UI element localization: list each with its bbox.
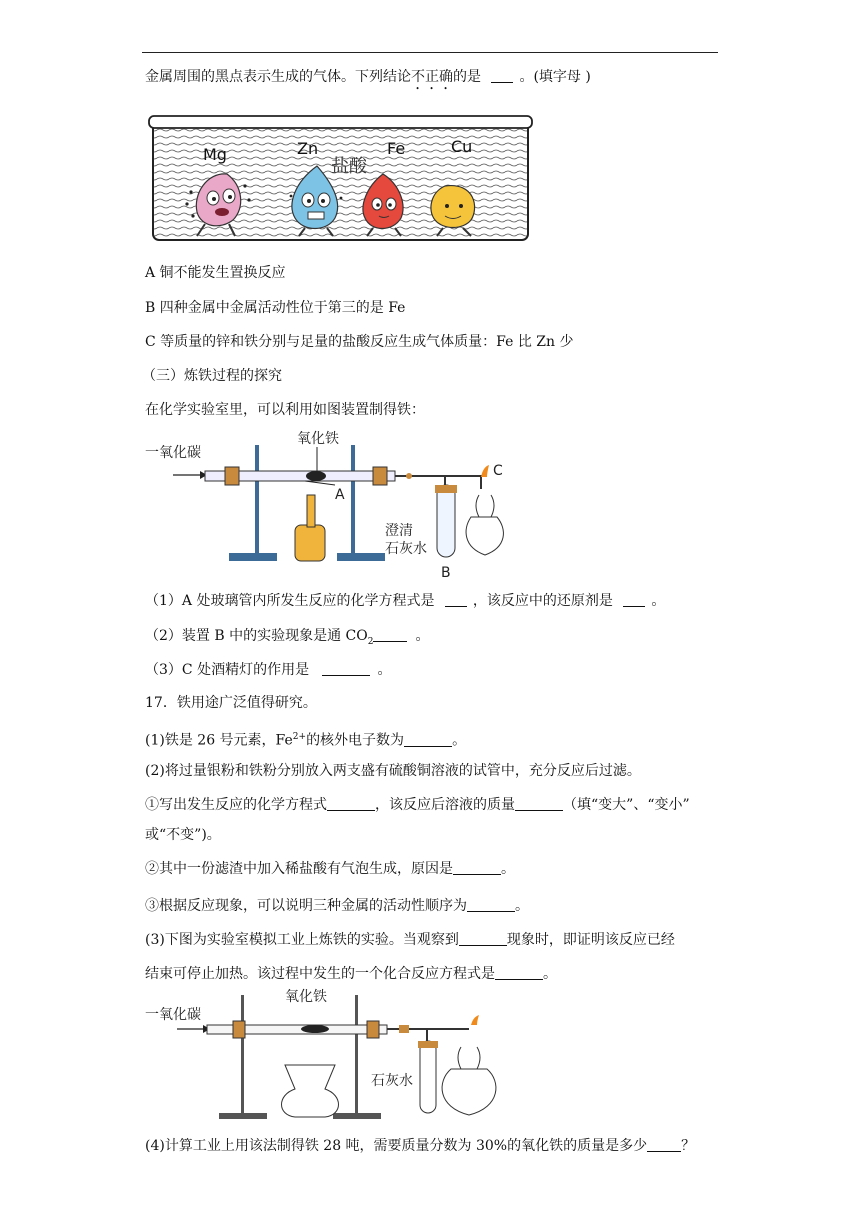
q17-title: 17．铁用途广泛值得研究。 bbox=[145, 695, 317, 711]
q17-part2-2 bbox=[145, 860, 515, 878]
acid-label: 盐酸 bbox=[331, 156, 367, 177]
q16-part1-text-c: 。 bbox=[651, 593, 666, 609]
combination-equation-blank[interactable] bbox=[495, 965, 543, 980]
q16-part1-text: （1）A 处玻璃管内所发生反应的化学方程式是 bbox=[145, 593, 435, 609]
mg-label: Mg bbox=[203, 145, 227, 164]
q17-part3-text-b: 现象时，即证明该反应已经 bbox=[506, 932, 675, 948]
answer-blank[interactable] bbox=[491, 68, 513, 83]
q16-intro-emphasis: 不正确 bbox=[411, 69, 453, 85]
subscript-2: 2 bbox=[367, 636, 374, 647]
q17-part3-text-c: 结束可停止加热。该过程中发生的一个化合反应方程式是 bbox=[145, 966, 495, 982]
label-c: C bbox=[493, 463, 503, 479]
q16-part1-text-b: ，该反应中的还原剂是 bbox=[472, 593, 613, 609]
header-rule bbox=[142, 52, 718, 53]
q17-part3-text-d: 。 bbox=[543, 966, 557, 982]
q17-part4-text: (4)计算工业上用该法制得铁 28 吨，需要质量分数为 30%的氧化铁的质量是多少 bbox=[145, 1138, 648, 1154]
observation-blank[interactable] bbox=[459, 931, 507, 946]
q17-part2-3 bbox=[145, 897, 529, 915]
q17-part1 bbox=[145, 728, 466, 750]
q16-intro-text-c: 。(填字母 ) bbox=[519, 69, 591, 85]
lime-label-3: 石灰水 bbox=[371, 1073, 413, 1089]
cu-label: Cu bbox=[451, 137, 473, 156]
phenomenon-blank[interactable] bbox=[373, 627, 407, 642]
q17-part2-1-text-b: ，该反应后溶液的质量 bbox=[375, 797, 515, 813]
q17-part2-3-text-c: 。 bbox=[515, 898, 529, 914]
co-label-2: 一氧化碳 bbox=[145, 1007, 201, 1023]
option-a: A 铜不能发生置换反应 bbox=[145, 265, 286, 281]
lime-label-1: 澄清 bbox=[385, 523, 413, 539]
q16-part2 bbox=[145, 627, 429, 651]
q16-part1 bbox=[145, 592, 665, 610]
q17-part1-text-b: 的核外电子数为 bbox=[306, 732, 405, 749]
q17-part2-1-cont: 或“不变”)。 bbox=[145, 827, 221, 843]
order-blank[interactable] bbox=[467, 897, 515, 912]
lab-intro: 在化学实验室里，可以利用如图装置制得铁： bbox=[145, 402, 425, 418]
equation-blank-2[interactable] bbox=[327, 796, 375, 811]
beaker-rim bbox=[149, 116, 532, 128]
lamp-purpose-blank[interactable] bbox=[322, 661, 370, 676]
reductant-blank[interactable] bbox=[623, 592, 645, 607]
q17-part2-1-text-c: （填“变大”、“变小” bbox=[563, 797, 690, 813]
q16-intro bbox=[145, 68, 591, 93]
q17-part3 bbox=[145, 931, 675, 949]
q16-intro-text-b: 的是 bbox=[453, 69, 481, 85]
q16-part3-text-c: 。 bbox=[377, 662, 392, 678]
zn-label: Zn bbox=[297, 139, 319, 158]
metal-acid-figure bbox=[145, 112, 535, 247]
q17-part4 bbox=[145, 1137, 695, 1155]
q16-part3-text: （3）C 处酒精灯的作用是 bbox=[145, 662, 310, 678]
section-heading: （三）炼铁过程的探究 bbox=[142, 368, 282, 384]
q16-part2-text: （2）装置 B 中的实验现象是通 CO bbox=[145, 628, 368, 644]
iron-oxide-label: 氧化铁 bbox=[297, 431, 339, 447]
co-label: 一氧化碳 bbox=[145, 445, 201, 461]
q17-part2: (2)将过量银粉和铁粉分别放入两支盛有硫酸铜溶液的试管中，充分反应后过滤。 bbox=[145, 763, 641, 779]
fe-label: Fe bbox=[387, 139, 406, 158]
smelting-apparatus-figure-2 bbox=[145, 985, 505, 1125]
iron-oxide-label-2: 氧化铁 bbox=[285, 989, 327, 1005]
lime-label-2: 石灰水 bbox=[385, 541, 427, 557]
label-b: B bbox=[441, 565, 451, 581]
mass-blank[interactable] bbox=[515, 796, 563, 811]
reason-blank[interactable] bbox=[453, 860, 501, 875]
q17-part3-text: (3)下图为实验室模拟工业上炼铁的实验。当观察到 bbox=[145, 932, 459, 948]
q17-part4-text-c: ？ bbox=[681, 1138, 696, 1154]
q16-intro-text: 金属周围的黑点表示生成的气体。下列结论 bbox=[145, 69, 411, 85]
label-a: A bbox=[335, 487, 345, 503]
superscript-2plus: 2+ bbox=[292, 732, 307, 742]
q17-part1-text: (1)铁是 26 号元素，Fe bbox=[145, 732, 293, 749]
q17-part2-1-text: ①写出发生反应的化学方程式 bbox=[145, 797, 327, 813]
q17-part3-cont bbox=[145, 965, 557, 983]
q17-part2-2-text: ②其中一份滤渣中加入稀盐酸有气泡生成，原因是 bbox=[145, 861, 453, 877]
q17-part1-text-c: 。 bbox=[452, 732, 467, 749]
q16-part2-text-c: 。 bbox=[415, 628, 430, 644]
smelting-apparatus-figure bbox=[145, 425, 525, 585]
option-b: B 四种金属中金属活动性位于第三的是 Fe bbox=[145, 300, 406, 316]
electron-blank[interactable] bbox=[404, 732, 452, 747]
mass-answer-blank[interactable] bbox=[647, 1137, 681, 1152]
option-c: C 等质量的锌和铁分别与足量的盐酸反应生成气体质量：Fe 比 Zn 少 bbox=[145, 334, 574, 350]
equation-blank[interactable] bbox=[445, 592, 467, 607]
q16-part3 bbox=[145, 661, 392, 679]
q17-part2-3-text: ③根据反应现象，可以说明三种金属的活动性顺序为 bbox=[145, 898, 467, 914]
q17-part2-2-text-c: 。 bbox=[501, 861, 515, 877]
q17-part2-1 bbox=[145, 796, 690, 814]
